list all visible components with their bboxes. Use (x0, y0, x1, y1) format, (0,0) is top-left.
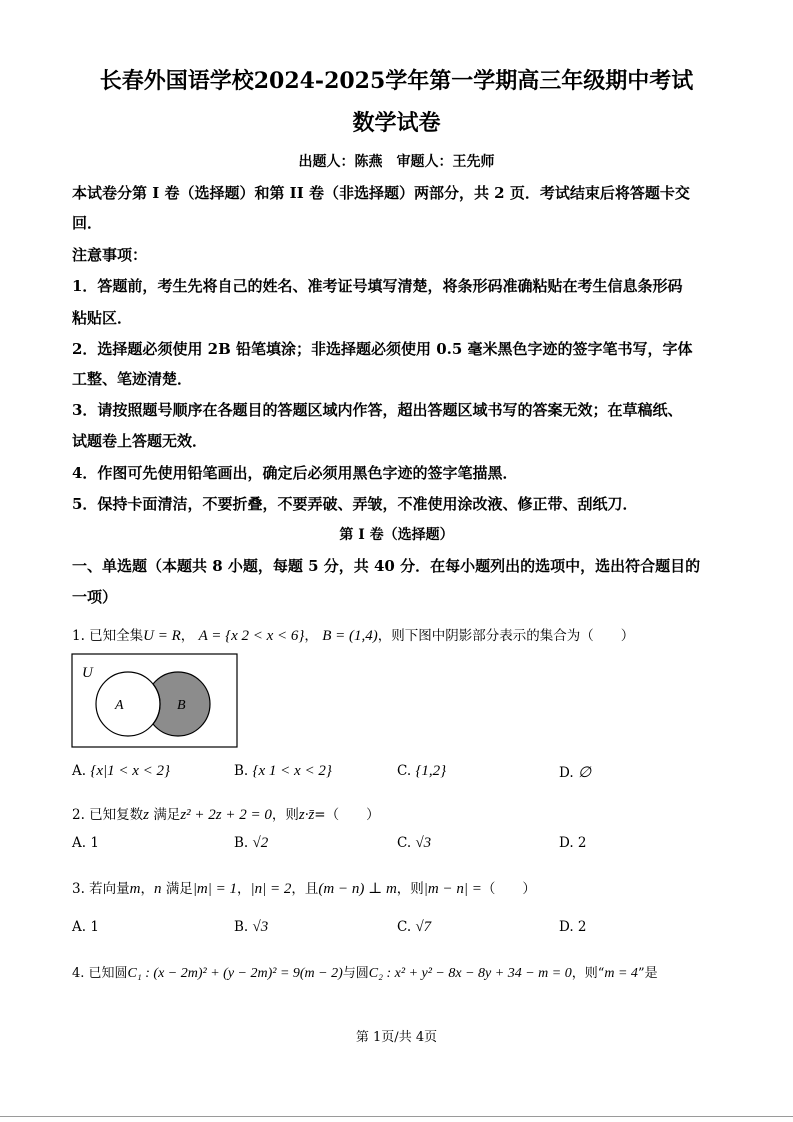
venn-label-b: B (177, 698, 186, 713)
note-5: 5．保持卡面清洁，不要折叠，不要弄破、弄皱，不准使用涂改液、修正带、刮纸刀． (72, 495, 638, 513)
notes-heading: 注意事项： (72, 246, 148, 264)
q2-var-z: z (143, 807, 150, 823)
q1-set-a: A = {x 2 < x < 6} (198, 628, 305, 644)
q3-option-a[interactable]: A. 1 (72, 919, 99, 935)
section-heading: 第 I 卷（选择题） (339, 527, 454, 543)
q3-cond-2: |n| = 2 (250, 881, 292, 897)
q1-line: 1. 已知全集U = R， A = {x 2 < x < 6}， B = (1,4)，则下图中阴影部分表示的集合为（ ） (72, 628, 635, 644)
q1-pre: 1. 已知全集 (72, 628, 144, 644)
part1-line-2: 一项） (72, 588, 118, 606)
q4-circle-1: C₁ : (x − 2m)² + (y − 2m)² = 9(m − 2) (127, 966, 343, 981)
q3-vector-n: n (154, 881, 162, 897)
authors-line: 出题人：陈燕 审题人：王先师 (298, 154, 495, 170)
venn-label-u: U (82, 665, 93, 681)
q3-cond-1: |m| = 1 (192, 881, 238, 897)
note-3b: 试题卷上答题无效． (72, 432, 208, 450)
q1-option-b[interactable]: B. {x 1 < x < 2} (234, 763, 332, 779)
q1-post: ，则下图中阴影部分表示的集合为（ ） (377, 628, 635, 644)
q3-option-d[interactable]: D. 2 (559, 919, 587, 935)
note-4: 4．作图可先使用铅笔画出，确定后必须用黑色字迹的签字笔描黑． (72, 464, 518, 482)
q3-option-b[interactable]: B. √3 (234, 919, 269, 935)
q1-option-c[interactable]: C. {1,2} (397, 763, 447, 779)
intro-line-1: 本试卷分第 I 卷（选择题）和第 II 卷（非选择题）两部分，共 2 页．考试结束后将答题卡交 (72, 184, 690, 202)
intro-line-2: 回． (72, 214, 103, 232)
q4-circle-2: C₂ : x² + y² − 8x − 8y + 34 − m = 0 (368, 966, 572, 981)
q2-option-b[interactable]: B. √2 (234, 835, 269, 851)
q1-option-d[interactable]: D. ∅ (559, 765, 592, 781)
q4-condition: m = 4 (604, 966, 638, 981)
page-number: 第 1页/共 4页 (355, 1030, 438, 1045)
exam-subtitle: 数学试卷 (352, 110, 441, 136)
part1-line-1: 一、单选题（本题共 8 小题，每题 5 分，共 40 分．在每小题列出的选项中，选出符合题目的 (72, 557, 701, 575)
q4-line: 4. 已知圆C₁ : (x − 2m)² + (y − 2m)² = 9(m − 2)与圆C₂ : x² + y² − 8x − 8y + 34 − m = 0，则“m = 4”是 (72, 966, 658, 981)
venn-label-a: A (115, 698, 124, 713)
note-3a: 3．请按照题号顺序在各题目的答题区域内作答，超出答题区域书写的答案无效；在草稿纸、 (72, 401, 683, 419)
note-2a: 2．选择题必须使用 2B 铅笔填涂；非选择题必须使用 0.5 毫米黑色字迹的签字笔书写，字体 (72, 340, 693, 358)
note-1a: 1．答题前，考生先将自己的姓名、准考证号填写清楚，将条形码准确粘贴在考生信息条形码 (72, 277, 683, 295)
q2-option-c[interactable]: C. √3 (397, 835, 432, 851)
q2-expression: z·z̄ (298, 807, 315, 823)
q2-option-d[interactable]: D. 2 (559, 835, 587, 851)
q3-cond-3: (m − n) ⊥ m (318, 881, 397, 897)
q2-line: 2. 已知复数z 满足z² + 2z + 2 = 0，则z·z̄=（ ） (72, 807, 380, 823)
q1-set-b: B = (1,4) (322, 628, 378, 644)
venn-circle-a (96, 672, 160, 736)
q1-universal-set: U = R (143, 628, 181, 644)
q3-cond-4: |m − n| = (423, 881, 482, 897)
q3-line: 3. 若向量m，n 满足|m| = 1，|n| = 2，且(m − n) ⊥ m，则|m − n| =（ ） (72, 881, 536, 897)
q3-option-c[interactable]: C. √7 (397, 919, 432, 935)
page-bottom-divider (0, 1116, 793, 1117)
exam-title: 长春外国语学校2024-2025学年第一学期高三年级期中考试 (99, 68, 694, 94)
q2-equation: z² + 2z + 2 = 0 (180, 807, 272, 823)
q3-vector-m: m (129, 881, 141, 897)
note-1b: 粘贴区． (72, 309, 133, 327)
q2-option-a[interactable]: A. 1 (72, 835, 99, 851)
venn-diagram (71, 653, 239, 749)
note-2b: 工整、笔迹清楚． (72, 370, 193, 388)
q1-option-a[interactable]: A. {x|1 < x < 2} (72, 763, 171, 779)
